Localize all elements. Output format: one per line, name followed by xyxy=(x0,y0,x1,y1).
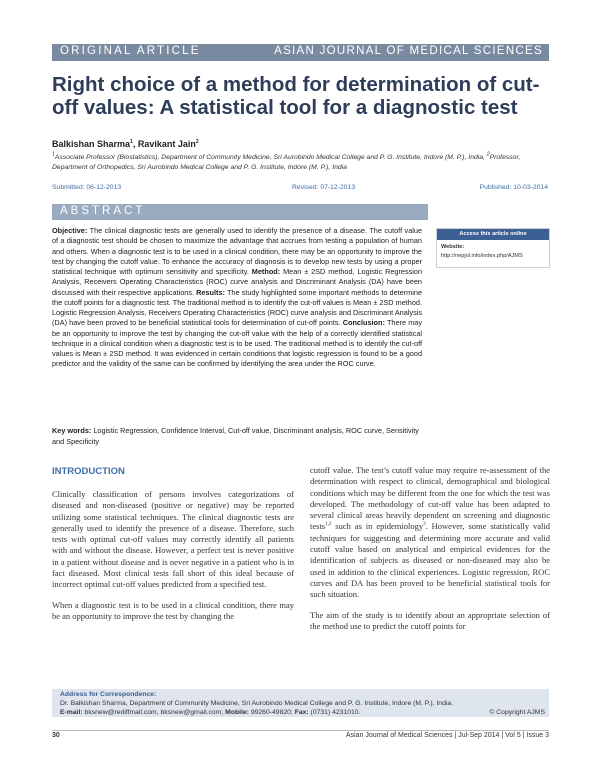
email-value[interactable]: bksnew@rediffmail.com, bksnew@gmail.com; xyxy=(82,709,226,716)
body-column-right xyxy=(310,465,550,641)
journal-reference: Asian Journal of Medical Sciences | Jul-Sep 2014 | Vol 5 | Issue 3 xyxy=(345,732,549,739)
correspondence-box xyxy=(52,689,549,717)
access-online-box xyxy=(436,228,550,268)
submitted-date: Submitted: 06-12-2013 xyxy=(52,184,122,191)
introduction-heading: INTRODUCTION xyxy=(52,466,125,477)
email-label: E-mail: xyxy=(60,709,83,716)
author-name: Ravikant Jain xyxy=(137,139,196,149)
footer-divider xyxy=(52,730,549,731)
revised-date: Revised: 07-12-2013 xyxy=(292,184,356,191)
article-title: Right choice of a method for determination of cut-off values: A statistical tool for a diagnostic test xyxy=(52,73,540,119)
paragraph-text: such as in epidemiology xyxy=(331,521,424,532)
website-label: Website: xyxy=(441,244,465,250)
abstract-header xyxy=(52,204,428,220)
affiliation-2: Professor, Department of Orthopedics, Sri Aurobindo Medical College and P. G. Institute, Indore (M. P.), India xyxy=(52,154,521,171)
abstract-body xyxy=(52,226,422,370)
journal-name: ASIAN JOURNAL OF MEDICAL SCIENCES xyxy=(274,45,543,57)
paragraph: The aim of the study is to identify about an appropriate selection of the method use to predict the cutoff points for xyxy=(310,609,550,631)
affil-sup: 1 xyxy=(52,151,55,158)
keywords-label: Key words: xyxy=(52,426,92,435)
objective-label: Objective: xyxy=(52,226,88,235)
affil-sup: 2 xyxy=(486,151,490,158)
paragraph: When a diagnostic test is to be used in a clinical condition, there may be an opportunity to improve the test by changing the xyxy=(52,599,294,621)
correspondence-contact xyxy=(60,709,545,716)
published-date: Published: 10-03-2014 xyxy=(479,184,548,191)
fax-label: Fax: xyxy=(294,709,309,716)
affiliation-1: Associate Professor (Biostatistics), Department of Community Medicine, Sri Aurobindo Medical College and P. G. Institute, Indore (M. P.), India, xyxy=(54,154,485,161)
paragraph xyxy=(310,465,550,601)
conclusion-text: There may be an opportunity to improve the test by changing the cut-off value with the help of a correctly identified statistical technique in a clinical condition when a diagnostic test is to be used. The traditional method is to identify the cut-off values is Mean ± 2SD method. It was evidenced in certain conditions that logistic regression is found to be a good predictor and the validity of the same can be confirmed by identifying the area under the ROC curve. xyxy=(52,318,422,369)
mobile-label: Mobile: xyxy=(225,709,249,716)
body-column-left xyxy=(52,489,294,631)
correspondence-heading: Address for Correspondence: xyxy=(60,691,157,698)
copyright: © Copyright AJMS xyxy=(489,709,545,716)
correspondence-address: Dr. Balkishan Sharma, Department of Community Medicine, Sri Aurobindo Medical College and P. G. Institute, Indore (M. P.), India. xyxy=(60,700,454,707)
fax-value: (0731) 4231010. xyxy=(308,709,361,716)
access-heading: Access this article online xyxy=(437,229,549,240)
results-text: The study highlighted some important methods to determine the cutoff points for a diagnostic test. The traditional method is to identify the cut-off values is Mean ± 2SD method. Logistic Regression Analysis, Receivers Operating Characteristics (ROC) curve analysis and Discriminant Analysis (DA) have been proved to be beneficial statistical tools for determination of cut-off points. xyxy=(52,287,423,328)
author-separator: , xyxy=(132,139,138,149)
page-number: 30 xyxy=(52,732,60,739)
author-affil-sup: 2 xyxy=(195,139,199,145)
paragraph-text: cutoff value. The test’s cutoff value may require re-assessment of the determination with respect to clinical, demographical and biological conditions which may be different from the one for which the test was developed. The methodology of cut-off value has been adapted to several clinical areas heavily dependent on screening and diagnostic tests xyxy=(310,465,550,532)
website-link[interactable]: http://nepjol.info/index.php/AJMS xyxy=(441,253,523,259)
citation-sup[interactable]: 3 xyxy=(423,522,426,528)
conclusion-label: Conclusion: xyxy=(342,318,385,328)
affiliations xyxy=(52,153,552,173)
author-list xyxy=(52,139,199,149)
paragraph-text: . However, some statistically valid techniques for suggesting and determining more accurate and valid cutoff value based on analytical and empirical evidences for the identification of subjects as diseased or non-diseased may also be used in addition to the clinical experiences. Logistic regression, ROC curves and DA has been proved to be beneficial statistical tools for such situation. xyxy=(310,521,551,600)
abstract-heading: ABSTRACT xyxy=(60,205,146,217)
citation-sup[interactable]: 1,2 xyxy=(325,522,332,528)
results-label: Results: xyxy=(196,287,225,297)
mobile-value: 99260-49820; xyxy=(248,709,295,716)
section-label: ORIGINAL ARTICLE xyxy=(60,45,201,57)
author-affil-sup: 1 xyxy=(130,139,133,145)
method-label: Method: xyxy=(251,267,281,276)
method-text: Mean ± 2SD method, Logistic Regression Analysis, Receivers Operating Characteristics (ROC) curve analysis and Discriminant Analysis (DA) have been discussed with their respective applications. xyxy=(52,267,423,297)
keywords-text: Logistic Regression, Confidence Interval, Cut-off value, Discriminant analysis, ROC curve, Sensitivity and Specificity xyxy=(52,426,419,446)
keywords xyxy=(52,426,422,447)
header-bar xyxy=(52,44,549,61)
author-name: Balkishan Sharma xyxy=(52,139,131,149)
paragraph: Clinically classification of persons involves categorizations of diseased and non-diseased (positive or negative) may be reported utilizing some statistical techniques. The clinical diagnostic tests are generally used to identify the presence of a disease. Therefore, such tests with optimal cut-off values may correctly identify all patients with and without the disease. However, a perfect test is never positive in a patient without disease and is never negative in a patient who is in fact diseased. Most clinical tests fall short of this ideal because of incorrect optimal cut-off values predicted from a specified test. xyxy=(52,489,294,590)
objective-text: The clinical diagnostic tests are generally used to identify the presence of a disease. The cutoff value of a diagnostic test should be chosen to maximize the advantage that accrues from testing a population of human and others. When a diagnostic test is to be used in a clinical condition, there may be an opportunity to improve the test by changing the cutoff value. To enhance the accuracy of diagnosis is to develop new tests by using a proper statistical technique with optimum sensitivity and specificity. xyxy=(52,226,422,276)
